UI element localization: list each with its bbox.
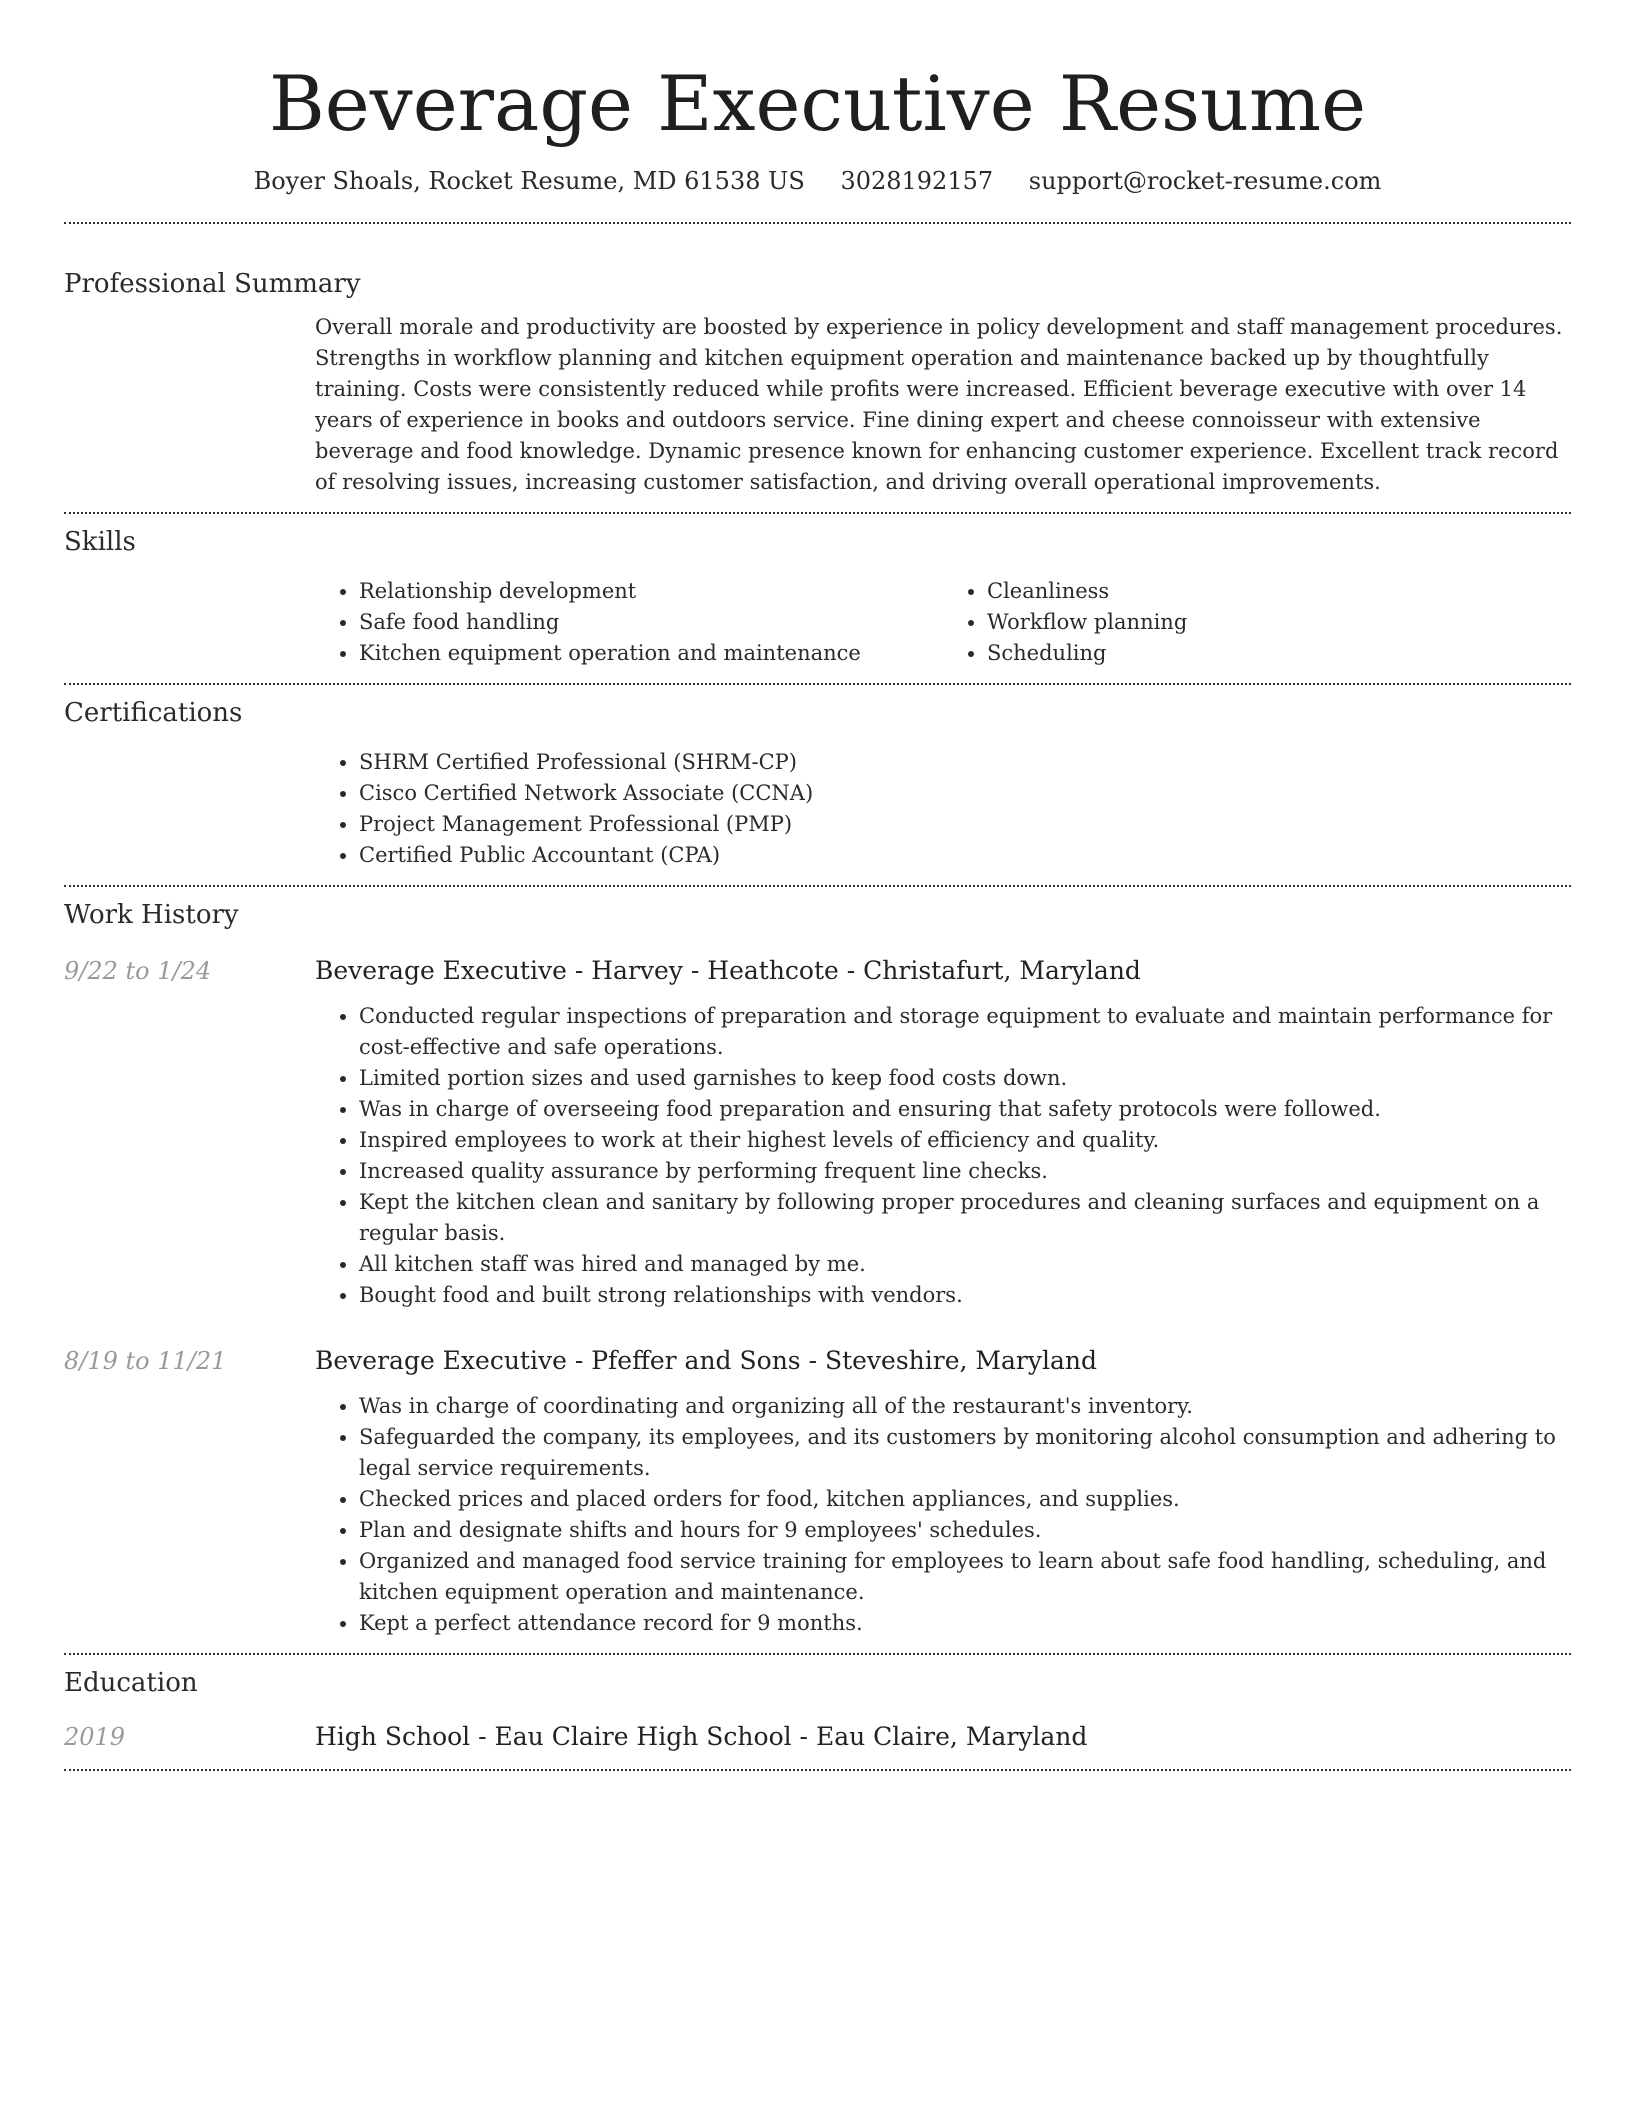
job-bullet: • Kept a perfect attendance record for 9 months. bbox=[359, 1608, 1571, 1639]
job-dates: 8/19 to 11/21 bbox=[64, 1347, 227, 1375]
job-bullet: • Increased quality assurance by performing frequent line checks. bbox=[359, 1156, 1571, 1187]
job-bullet: • Was in charge of overseeing food preparation and ensuring that safety protocols were followed. bbox=[359, 1094, 1571, 1125]
contact-email: support@rocket-resume.com bbox=[1028, 167, 1382, 195]
certifications-list bbox=[315, 747, 1571, 871]
job-dates: 9/22 to 1/24 bbox=[64, 957, 212, 985]
job-bullet: • Checked prices and placed orders for food, kitchen appliances, and supplies. bbox=[359, 1484, 1571, 1515]
divider bbox=[64, 1653, 1571, 1655]
job-bullet: • Was in charge of coordinating and organizing all of the restaurant's inventory. bbox=[359, 1391, 1571, 1422]
job-heading: Beverage Executive - Pfeffer and Sons - Steveshire, Maryland bbox=[315, 1346, 1097, 1375]
job-bullet: • Bought food and built strong relationships with vendors. bbox=[359, 1280, 1571, 1311]
job-bullet: • Plan and designate shifts and hours for 9 employees' schedules. bbox=[359, 1515, 1571, 1546]
skills-heading: Skills bbox=[64, 527, 136, 557]
job-bullet: • Kept the kitchen clean and sanitary by following proper procedures and cleaning surfaces and equipment on a regular basis. bbox=[359, 1187, 1571, 1249]
education-date: 2019 bbox=[64, 1723, 126, 1751]
certification-item: • Project Management Professional (PMP) bbox=[359, 809, 1571, 840]
education-heading: Education bbox=[64, 1668, 198, 1698]
certifications-section bbox=[64, 697, 1571, 871]
skill-item: • Safe food handling bbox=[359, 607, 943, 638]
job-bullet: • Organized and managed food service training for employees to learn about safe food handling, scheduling, and kitchen equipment operation and maintenance. bbox=[359, 1546, 1571, 1608]
skill-item: • Scheduling bbox=[987, 638, 1571, 669]
certification-item: • SHRM Certified Professional (SHRM-CP) bbox=[359, 747, 1571, 778]
skills-section bbox=[64, 526, 1571, 669]
job-entry bbox=[64, 1345, 1571, 1639]
job-bullets bbox=[315, 1001, 1571, 1311]
job-bullets bbox=[315, 1391, 1571, 1639]
job-heading: Beverage Executive - Harvey - Heathcote - Christafurt, Maryland bbox=[315, 956, 1141, 985]
certifications-heading: Certifications bbox=[64, 698, 243, 728]
contact-phone: 3028192157 bbox=[840, 167, 994, 195]
summary-text: Overall morale and productivity are boosted by experience in policy development and staff management procedures. Strengths in workflow planning and kitchen equipment operation and maintenance backed up by thoughtfully training. Costs were consistently reduced while profits were increased. Efficient beverage executive with over 14 years of experience in books and outdoors service. Fine dining expert and cheese connoisseur with extensive beverage and food knowledge. Dynamic presence known for enhancing customer experience. Excellent track record of resolving issues, increasing customer satisfaction, and driving overall operational improvements. bbox=[315, 315, 1563, 494]
work-history-section bbox=[64, 899, 1571, 1639]
skills-list-left bbox=[315, 576, 943, 669]
certification-item: • Certified Public Accountant (CPA) bbox=[359, 840, 1571, 871]
skill-item: • Cleanliness bbox=[987, 576, 1571, 607]
divider bbox=[64, 683, 1571, 685]
certification-item: • Cisco Certified Network Associate (CCNA) bbox=[359, 778, 1571, 809]
resume-title: Beverage Executive Resume bbox=[268, 59, 1367, 148]
job-bullet: • Inspired employees to work at their highest levels of efficiency and quality. bbox=[359, 1125, 1571, 1156]
skill-item: • Relationship development bbox=[359, 576, 943, 607]
divider bbox=[64, 885, 1571, 887]
education-section bbox=[64, 1667, 1571, 1753]
job-entry bbox=[64, 955, 1571, 1311]
skills-list-right bbox=[943, 576, 1571, 669]
contact-address: Boyer Shoals, Rocket Resume, MD 61538 US bbox=[253, 167, 805, 195]
summary-section bbox=[64, 268, 1571, 498]
job-bullet: • All kitchen staff was hired and managed by me. bbox=[359, 1249, 1571, 1280]
summary-heading: Professional Summary bbox=[64, 269, 361, 299]
divider bbox=[64, 222, 1571, 224]
skill-item: • Workflow planning bbox=[987, 607, 1571, 638]
contact-line bbox=[64, 166, 1571, 196]
divider bbox=[64, 512, 1571, 514]
job-bullet: • Conducted regular inspections of preparation and storage equipment to evaluate and maintain performance for cost-effective and safe operations. bbox=[359, 1001, 1571, 1063]
divider bbox=[64, 1769, 1571, 1771]
resume-page bbox=[64, 0, 1571, 1771]
job-bullet: • Safeguarded the company, its employees, and its customers by monitoring alcohol consumption and adhering to legal service requirements. bbox=[359, 1422, 1571, 1484]
job-bullet: • Limited portion sizes and used garnishes to keep food costs down. bbox=[359, 1063, 1571, 1094]
skill-item: • Kitchen equipment operation and maintenance bbox=[359, 638, 943, 669]
work-history-heading: Work History bbox=[64, 900, 239, 930]
education-heading-line: High School - Eau Claire High School - Eau Claire, Maryland bbox=[315, 1722, 1088, 1751]
